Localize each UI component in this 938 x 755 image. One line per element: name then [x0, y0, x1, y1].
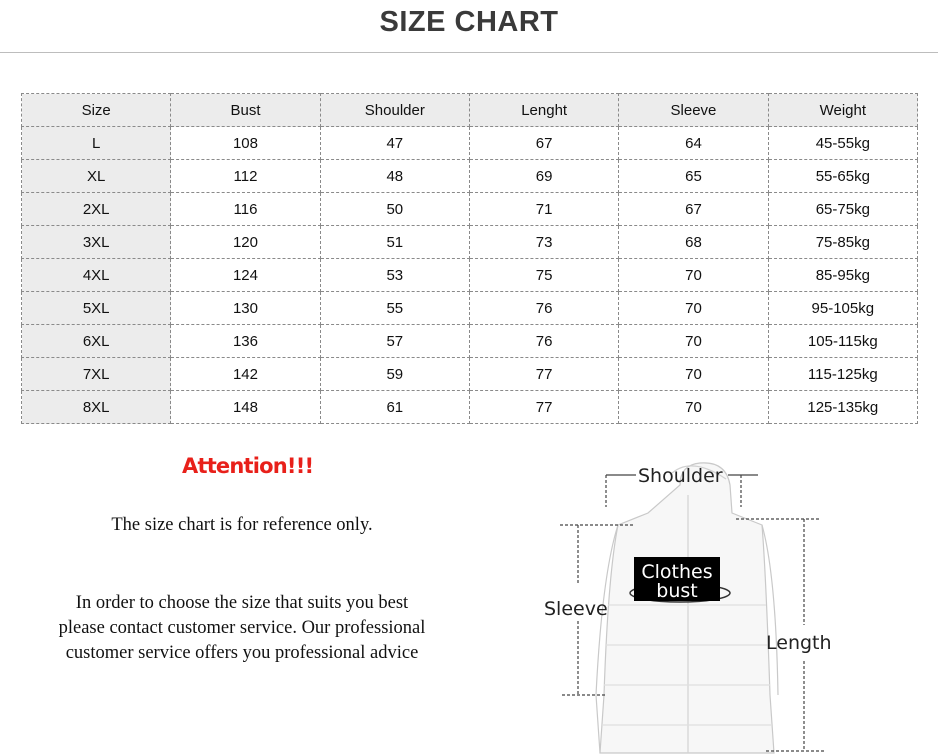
title-divider	[0, 52, 938, 53]
cell-sleeve: 65	[619, 160, 768, 193]
cell-shoulder: 53	[320, 259, 469, 292]
measurement-diagram	[530, 455, 870, 755]
advice-line: please contact customer service. Our professional	[58, 618, 426, 638]
cell-shoulder: 59	[320, 358, 469, 391]
cell-shoulder: 61	[320, 391, 469, 424]
page-title: SIZE CHART	[379, 6, 559, 38]
header-length: Lenght	[469, 94, 618, 127]
cell-size: 3XL	[22, 226, 171, 259]
cell-bust: 108	[171, 127, 320, 160]
cell-shoulder: 55	[320, 292, 469, 325]
table-row	[22, 259, 918, 292]
cell-weight: 45-55kg	[768, 127, 917, 160]
table-row	[22, 193, 918, 226]
bust-label-line1: Clothes	[641, 561, 713, 583]
cell-weight: 85-95kg	[768, 259, 917, 292]
sleeve-label: Sleeve	[544, 598, 608, 620]
cell-size: 6XL	[22, 325, 171, 358]
advice-line: In order to choose the size that suits you best	[75, 593, 409, 613]
cell-size: 5XL	[22, 292, 171, 325]
cell-sleeve: 68	[619, 226, 768, 259]
cell-sleeve: 70	[619, 391, 768, 424]
cell-shoulder: 51	[320, 226, 469, 259]
cell-sleeve: 67	[619, 193, 768, 226]
cell-size: 7XL	[22, 358, 171, 391]
header-weight: Weight	[768, 94, 917, 127]
cell-bust: 112	[171, 160, 320, 193]
jacket-illustration	[596, 463, 778, 753]
cell-length: 67	[469, 127, 618, 160]
cell-length: 73	[469, 226, 618, 259]
cell-length: 77	[469, 391, 618, 424]
cell-weight: 115-125kg	[768, 358, 917, 391]
cell-bust: 120	[171, 226, 320, 259]
cell-weight: 105-115kg	[768, 325, 917, 358]
cell-length: 76	[469, 292, 618, 325]
header-bust: Bust	[171, 94, 320, 127]
cell-sleeve: 70	[619, 259, 768, 292]
attention-heading: Attention!!!	[182, 454, 314, 478]
advice-line: customer service offers you professional advice	[65, 643, 419, 663]
length-label: Length	[766, 632, 832, 654]
cell-length: 71	[469, 193, 618, 226]
cell-shoulder: 57	[320, 325, 469, 358]
bust-label-line2: bust	[656, 580, 698, 602]
cell-shoulder: 48	[320, 160, 469, 193]
header-sleeve: Sleeve	[619, 94, 768, 127]
cell-size: L	[22, 127, 171, 160]
table-row	[22, 160, 918, 193]
cell-bust: 142	[171, 358, 320, 391]
cell-weight: 95-105kg	[768, 292, 917, 325]
advice-note	[20, 591, 464, 666]
header-size: Size	[22, 94, 171, 127]
cell-weight: 65-75kg	[768, 193, 917, 226]
cell-size: XL	[22, 160, 171, 193]
cell-sleeve: 70	[619, 358, 768, 391]
cell-shoulder: 47	[320, 127, 469, 160]
cell-length: 69	[469, 160, 618, 193]
table-row	[22, 292, 918, 325]
cell-length: 75	[469, 259, 618, 292]
cell-length: 76	[469, 325, 618, 358]
table-row	[22, 358, 918, 391]
size-chart-table	[21, 93, 918, 424]
reference-note: The size chart is for reference only.	[111, 515, 373, 535]
table-row	[22, 391, 918, 424]
cell-bust: 148	[171, 391, 320, 424]
header-shoulder: Shoulder	[320, 94, 469, 127]
cell-bust: 136	[171, 325, 320, 358]
cell-bust: 124	[171, 259, 320, 292]
cell-shoulder: 50	[320, 193, 469, 226]
table-row	[22, 325, 918, 358]
shoulder-label: Shoulder	[638, 465, 723, 487]
cell-length: 77	[469, 358, 618, 391]
cell-weight: 125-135kg	[768, 391, 917, 424]
cell-sleeve: 70	[619, 325, 768, 358]
cell-weight: 75-85kg	[768, 226, 917, 259]
table-header-row	[22, 94, 918, 127]
table-row	[22, 226, 918, 259]
cell-bust: 116	[171, 193, 320, 226]
table-row	[22, 127, 918, 160]
cell-size: 2XL	[22, 193, 171, 226]
cell-weight: 55-65kg	[768, 160, 917, 193]
cell-size: 8XL	[22, 391, 171, 424]
cell-sleeve: 64	[619, 127, 768, 160]
cell-size: 4XL	[22, 259, 171, 292]
cell-sleeve: 70	[619, 292, 768, 325]
cell-bust: 130	[171, 292, 320, 325]
